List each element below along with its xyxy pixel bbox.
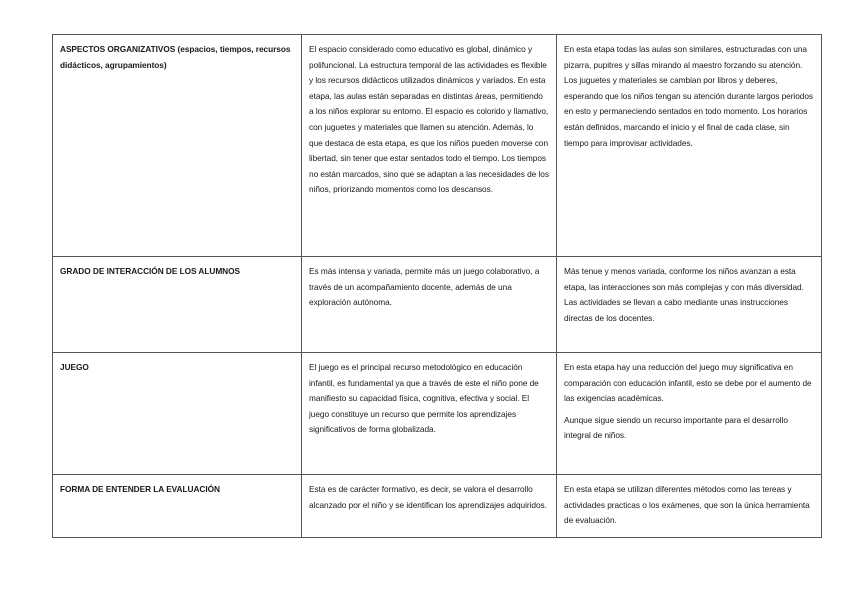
row-heading: GRADO DE INTERACCIÓN DE LOS ALUMNOS [53, 257, 302, 353]
cell-paragraph: En esta etapa todas las aulas son similares, estructuradas con una pizarra, pupitres y sillas mirando al maestro forzando su atención. Los juguetes y materiales se cambian por libros y deberes, esperando que los niños tengan su atención durante largos periodos en esto y permaneciendo sentados en todo momento. Los horarios están definidos, marcando el inicio y el final de cada clase, sin tiempo para improvisar actividades. [564, 44, 814, 148]
table-cell [557, 475, 822, 538]
row-heading: JUEGO [53, 353, 302, 475]
table-row [53, 353, 822, 475]
row-heading: ASPECTOS ORGANIZATIVOS (espacios, tiempos, recursos didácticos, agrupamientos) [53, 35, 302, 257]
cell-paragraph: Más tenue y menos variada, conforme los niños avanzan a esta etapa, las interacciones son más complejas y con más diversidad. Las actividades se llevan a cabo mediante unas instrucciones directas de los docentes. [564, 266, 804, 323]
cell-paragraph: El juego es el principal recurso metodológico en educación infantil, es fundamental ya que a través de este el niño pone de manifiesto su capacidad física, cognitiva, efectiva y social. El juego constituye un recurso que permite los aprendizajes significativos de forma globalizada. [309, 362, 539, 435]
comparison-table [52, 34, 822, 538]
table-cell [557, 35, 822, 257]
cell-paragraph: Es más intensa y variada, permite más un juego colaborativo, a través de un acompañamiento docente, además de una exploración autónoma. [309, 266, 540, 308]
cell-paragraph: Esta es de carácter formativo, es decir, se valora el desarrollo alcanzado por el niño y se identifican los aprendizajes adquiridos. [309, 484, 547, 510]
table-cell [302, 475, 557, 538]
table-row [53, 35, 822, 257]
cell-paragraph: En esta etapa se utilizan diferentes métodos como las tereas y actividades practicas o los exámenes, que son la única herramienta de evaluación. [564, 484, 810, 526]
cell-paragraph: En esta etapa hay una reducción del juego muy significativa en comparación con educación infantil, esto se debe por el aumento de las exigencias académicas. [564, 362, 812, 404]
row-heading: FORMA DE ENTENDER LA EVALUACIÓN [53, 475, 302, 538]
table-cell [302, 353, 557, 475]
table-cell [302, 35, 557, 257]
table-cell [302, 257, 557, 353]
table-cell [557, 257, 822, 353]
cell-paragraph: El espacio considerado como educativo es global, dinámico y polifuncional. La estructura temporal de las actividades es flexible y los recursos didácticos utilizados dinámicos y variados. En esta etapa, las aulas están separadas en distintas áreas, permitiendo a los niños explorar su entorno. El espacio es colorido y llamativo, con juguetes y materiales que llamen su atención. Además, lo que destaca de esta etapa, es que los niños pueden moverse con libertad, sin tener que estar sentados todo el tiempo. Los tiempos no están marcados, sino que se adaptan a las necesidades de los niños, priorizando momentos como los descansos. [309, 44, 549, 195]
table-row [53, 475, 822, 538]
table-cell [557, 353, 822, 475]
table-row [53, 257, 822, 353]
cell-paragraph: Aunque sigue siendo un recurso importante para el desarrollo integral de niños. [564, 414, 788, 441]
